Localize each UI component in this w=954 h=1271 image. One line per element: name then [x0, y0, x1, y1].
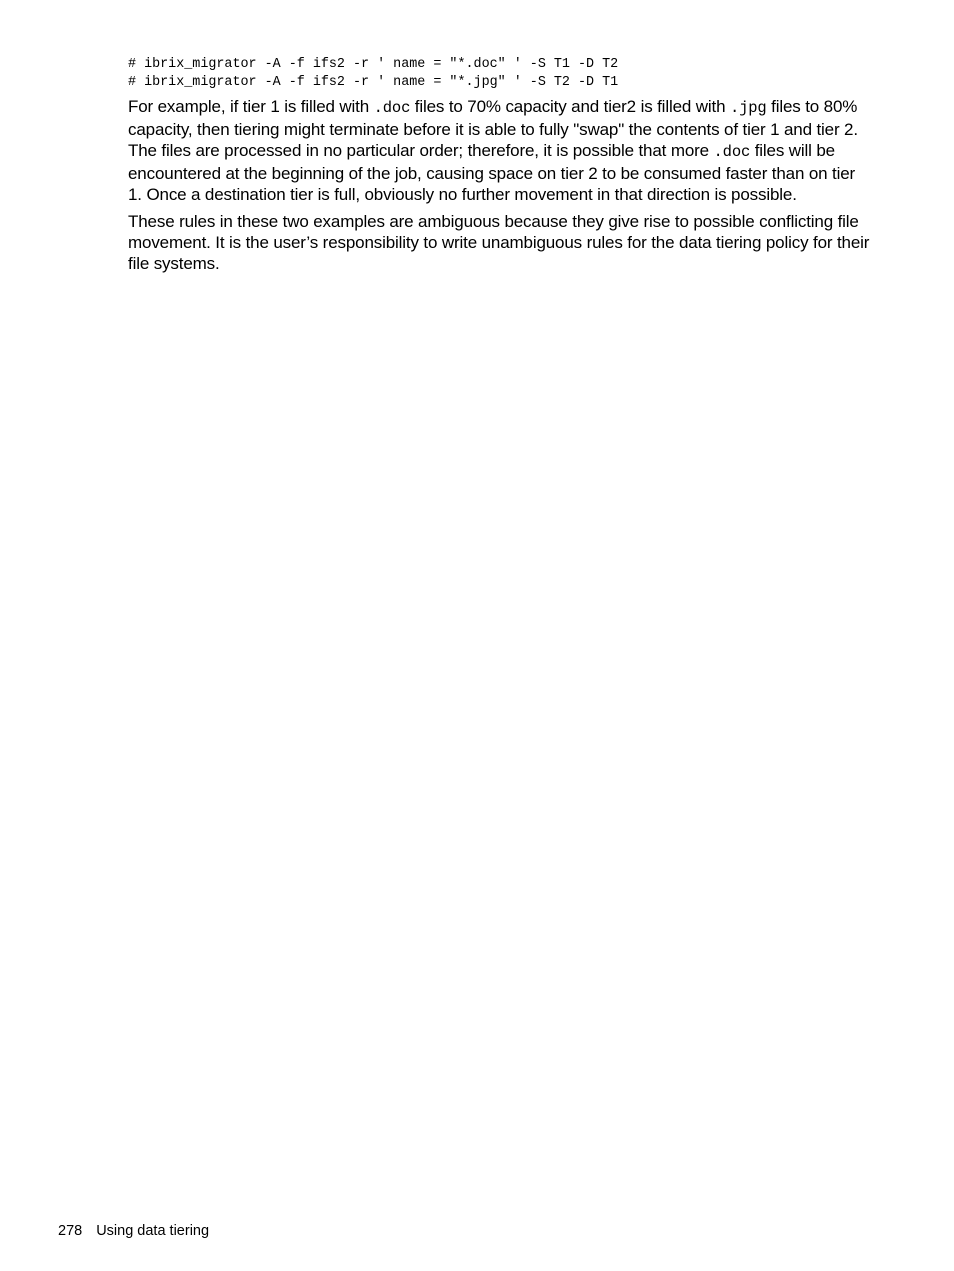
- code-line-2: # ibrix_migrator -A -f ifs2 -r ' name = "*.jpg" ' -S T2 -D T1: [128, 74, 619, 90]
- paragraph-example-explanation: [128, 96, 870, 205]
- paragraph-text: files to 80% capacity, then tiering might terminate before it is able to fully "swap" the contents of tier 1 and tier 2. The files are processed in no particular order; therefore, it is possible that more: [128, 97, 858, 160]
- page-content: [128, 56, 870, 274]
- inline-code-doc: .doc: [713, 143, 751, 161]
- page-number: 278: [58, 1223, 83, 1239]
- paragraph-text: files to 70% capacity and tier2 is filled with: [410, 97, 730, 116]
- paragraph-text: files will be encountered at the beginning of the job, causing space on tier 2 to be consumed faster than on tier 1. Once a destination tier is full, obviously no further movement in that direction is possible.: [128, 141, 856, 204]
- page-footer: [58, 1222, 209, 1240]
- inline-code-doc: .doc: [373, 99, 411, 117]
- footer-section-title: Using data tiering: [96, 1223, 210, 1239]
- code-line-1: # ibrix_migrator -A -f ifs2 -r ' name = "*.doc" ' -S T1 -D T2: [128, 57, 619, 72]
- inline-code-jpg: .jpg: [729, 99, 767, 117]
- paragraph-ambiguous-rules: These rules in these two examples are ambiguous because they give rise to possible conflicting file movement. It is the user’s responsibility to write unambiguous rules for the data tiering policy for their file systems.: [128, 212, 870, 273]
- code-example: [128, 56, 870, 91]
- paragraph-text: For example, if tier 1 is filled with: [128, 97, 374, 116]
